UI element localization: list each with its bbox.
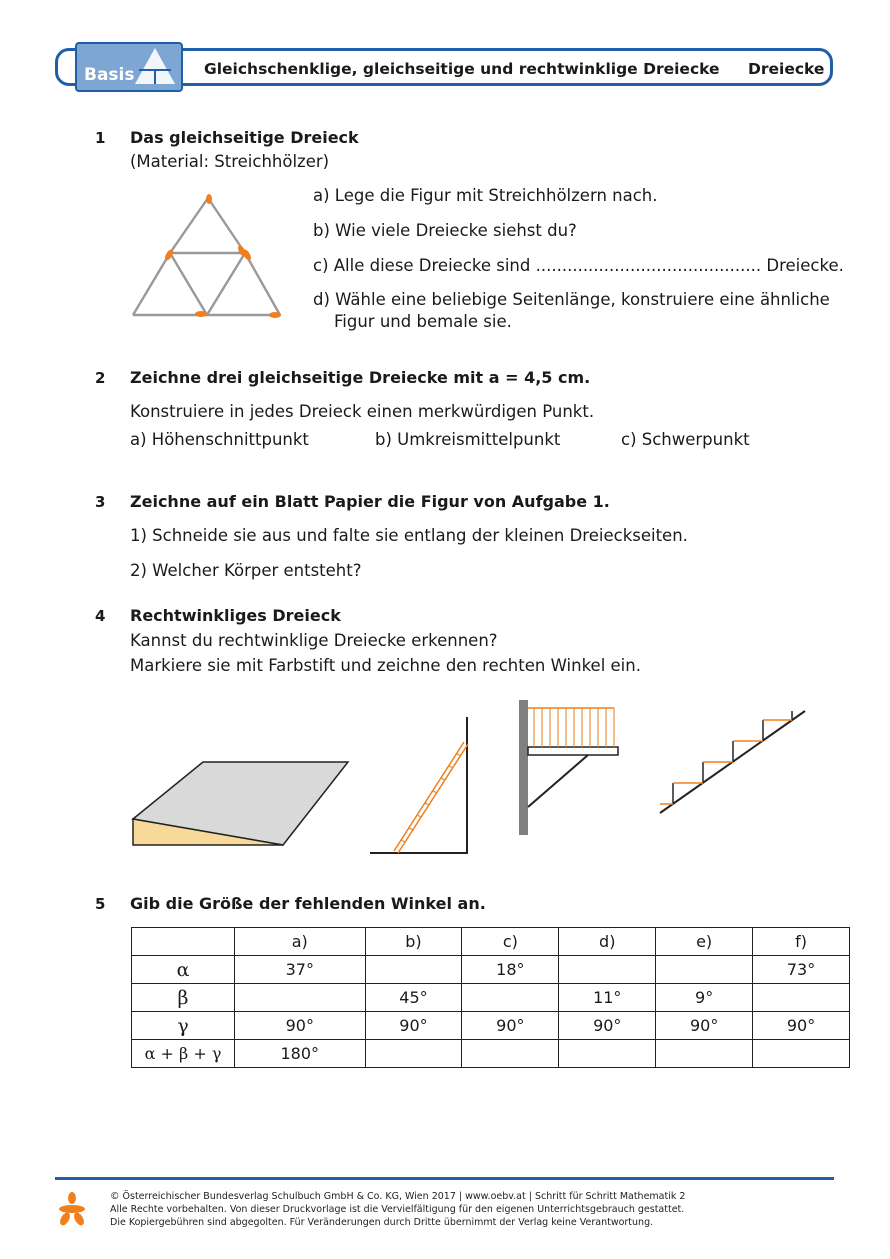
table-cell[interactable]: [365, 1040, 462, 1068]
task-4-line2: Markiere sie mit Farbstift und zeichne den rechten Winkel ein.: [130, 656, 641, 675]
column-header: c): [462, 928, 559, 956]
footer-divider: [55, 1177, 834, 1180]
matchstick-figure: [125, 188, 290, 323]
task-1a: a) Lege die Figur mit Streichhölzern nach.: [313, 186, 658, 205]
table-cell[interactable]: [462, 984, 559, 1012]
task-5-number: 5: [95, 895, 106, 913]
task-1-title: Das gleichseitige Dreieck: [130, 128, 359, 147]
table-cell[interactable]: 73°: [753, 956, 850, 984]
task-5-title: Gib die Größe der fehlenden Winkel an.: [130, 894, 486, 913]
table-cell[interactable]: 90°: [559, 1012, 656, 1040]
railing-bars: [534, 708, 614, 747]
table-row: [132, 1012, 850, 1040]
column-header: f): [753, 928, 850, 956]
task-4-title: Rechtwinkliges Dreieck: [130, 606, 341, 625]
task-2a: a) Höhenschnittpunkt: [130, 430, 309, 449]
table-cell[interactable]: 90°: [462, 1012, 559, 1040]
table-row: [132, 984, 850, 1012]
task-4-line1: Kannst du rechtwinklige Dreiecke erkennen?: [130, 631, 498, 650]
row-label-alpha: α: [132, 956, 235, 984]
footer-line-1: © Österreichischer Bundesverlag Schulbuch GmbH & Co. KG, Wien 2017 | www.oebv.at | Schritt für Schritt Mathematik 2: [110, 1191, 686, 1202]
task-1d-line1: d) Wähle eine beliebige Seitenlänge, konstruiere eine ähnliche: [313, 290, 830, 309]
task-1d-line2: Figur und bemale sie.: [334, 312, 512, 331]
angle-table: [131, 927, 850, 1068]
table-cell[interactable]: 11°: [559, 984, 656, 1012]
task-1c: c) Alle diese Dreiecke sind ........................................... Dreiecke.: [313, 256, 844, 275]
task-2-number: 2: [95, 369, 106, 387]
task-1b: b) Wie viele Dreiecke siehst du?: [313, 221, 577, 240]
table-cell[interactable]: 45°: [365, 984, 462, 1012]
copyright-notice: [110, 1190, 685, 1229]
row-label-beta: β: [132, 984, 235, 1012]
column-header: a): [235, 928, 366, 956]
ramp-illustration: [128, 755, 356, 851]
ladder-illustration: [365, 712, 475, 857]
table-cell[interactable]: [656, 956, 753, 984]
task-2b: b) Umkreismittelpunkt: [375, 430, 561, 449]
table-cell[interactable]: [753, 984, 850, 1012]
task-1-number: 1: [95, 129, 106, 147]
task-2-intro: Konstruiere in jedes Dreieck einen merkwürdigen Punkt.: [130, 402, 595, 421]
table-header-row: [132, 928, 850, 956]
table-cell[interactable]: 37°: [235, 956, 366, 984]
table-cell[interactable]: [559, 1040, 656, 1068]
table-cell[interactable]: [462, 1040, 559, 1068]
table-cell[interactable]: [365, 956, 462, 984]
row-label-gamma: γ: [132, 1012, 235, 1040]
table-cell[interactable]: 9°: [656, 984, 753, 1012]
task-2c: c) Schwerpunkt: [621, 430, 750, 449]
column-header: e): [656, 928, 753, 956]
publisher-logo-icon: [55, 1192, 89, 1226]
table-cell[interactable]: 90°: [656, 1012, 753, 1040]
table-cell[interactable]: 90°: [365, 1012, 462, 1040]
table-cell[interactable]: 18°: [462, 956, 559, 984]
table-cell[interactable]: 180°: [235, 1040, 366, 1068]
task-4-number: 4: [95, 607, 106, 625]
table-corner: [132, 928, 235, 956]
task-3-step1: 1) Schneide sie aus und falte sie entlang der kleinen Dreieckseiten.: [130, 526, 688, 545]
table-cell[interactable]: [235, 984, 366, 1012]
table-row: [132, 956, 850, 984]
stairs-illustration: [655, 705, 810, 817]
column-header: d): [559, 928, 656, 956]
task-3-step2: 2) Welcher Körper entsteht?: [130, 561, 362, 580]
footer-line-2: Alle Rechte vorbehalten. Von dieser Druckvorlage ist die Vervielfältigung für den eigenen Unterrichtsgebrauch gestattet.: [110, 1204, 685, 1215]
table-cell[interactable]: 90°: [753, 1012, 850, 1040]
task-3-title: Zeichne auf ein Blatt Papier die Figur von Aufgabe 1.: [130, 492, 610, 511]
stair-risers: [673, 711, 792, 804]
basis-label: Basis: [84, 65, 135, 85]
table-cell[interactable]: [559, 956, 656, 984]
table-cell[interactable]: 90°: [235, 1012, 366, 1040]
footer-line-3: Die Kopiergebühren sind abgegolten. Für Veränderungen durch Dritte übernimmt der Verlag keine Verantwortung.: [110, 1217, 654, 1228]
matchsticks: [133, 198, 280, 315]
task-2-title: Zeichne drei gleichseitige Dreiecke mit a = 4,5 cm.: [130, 368, 591, 387]
ladder-rungs: [401, 754, 461, 842]
table-cell[interactable]: [753, 1040, 850, 1068]
task-1-material: (Material: Streichhölzer): [130, 152, 330, 171]
worksheet-topic: Dreiecke: [748, 60, 825, 78]
column-header: b): [365, 928, 462, 956]
row-label-sum: α + β + γ: [132, 1040, 235, 1068]
stair-treads: [660, 720, 792, 804]
task-3-number: 3: [95, 493, 106, 511]
table-cell[interactable]: [656, 1040, 753, 1068]
balcony-illustration: [514, 697, 624, 839]
table-row: [132, 1040, 850, 1068]
worksheet-title: Gleichschenklige, gleichseitige und rechtwinklige Dreiecke: [204, 60, 720, 78]
match-heads: [163, 194, 281, 318]
